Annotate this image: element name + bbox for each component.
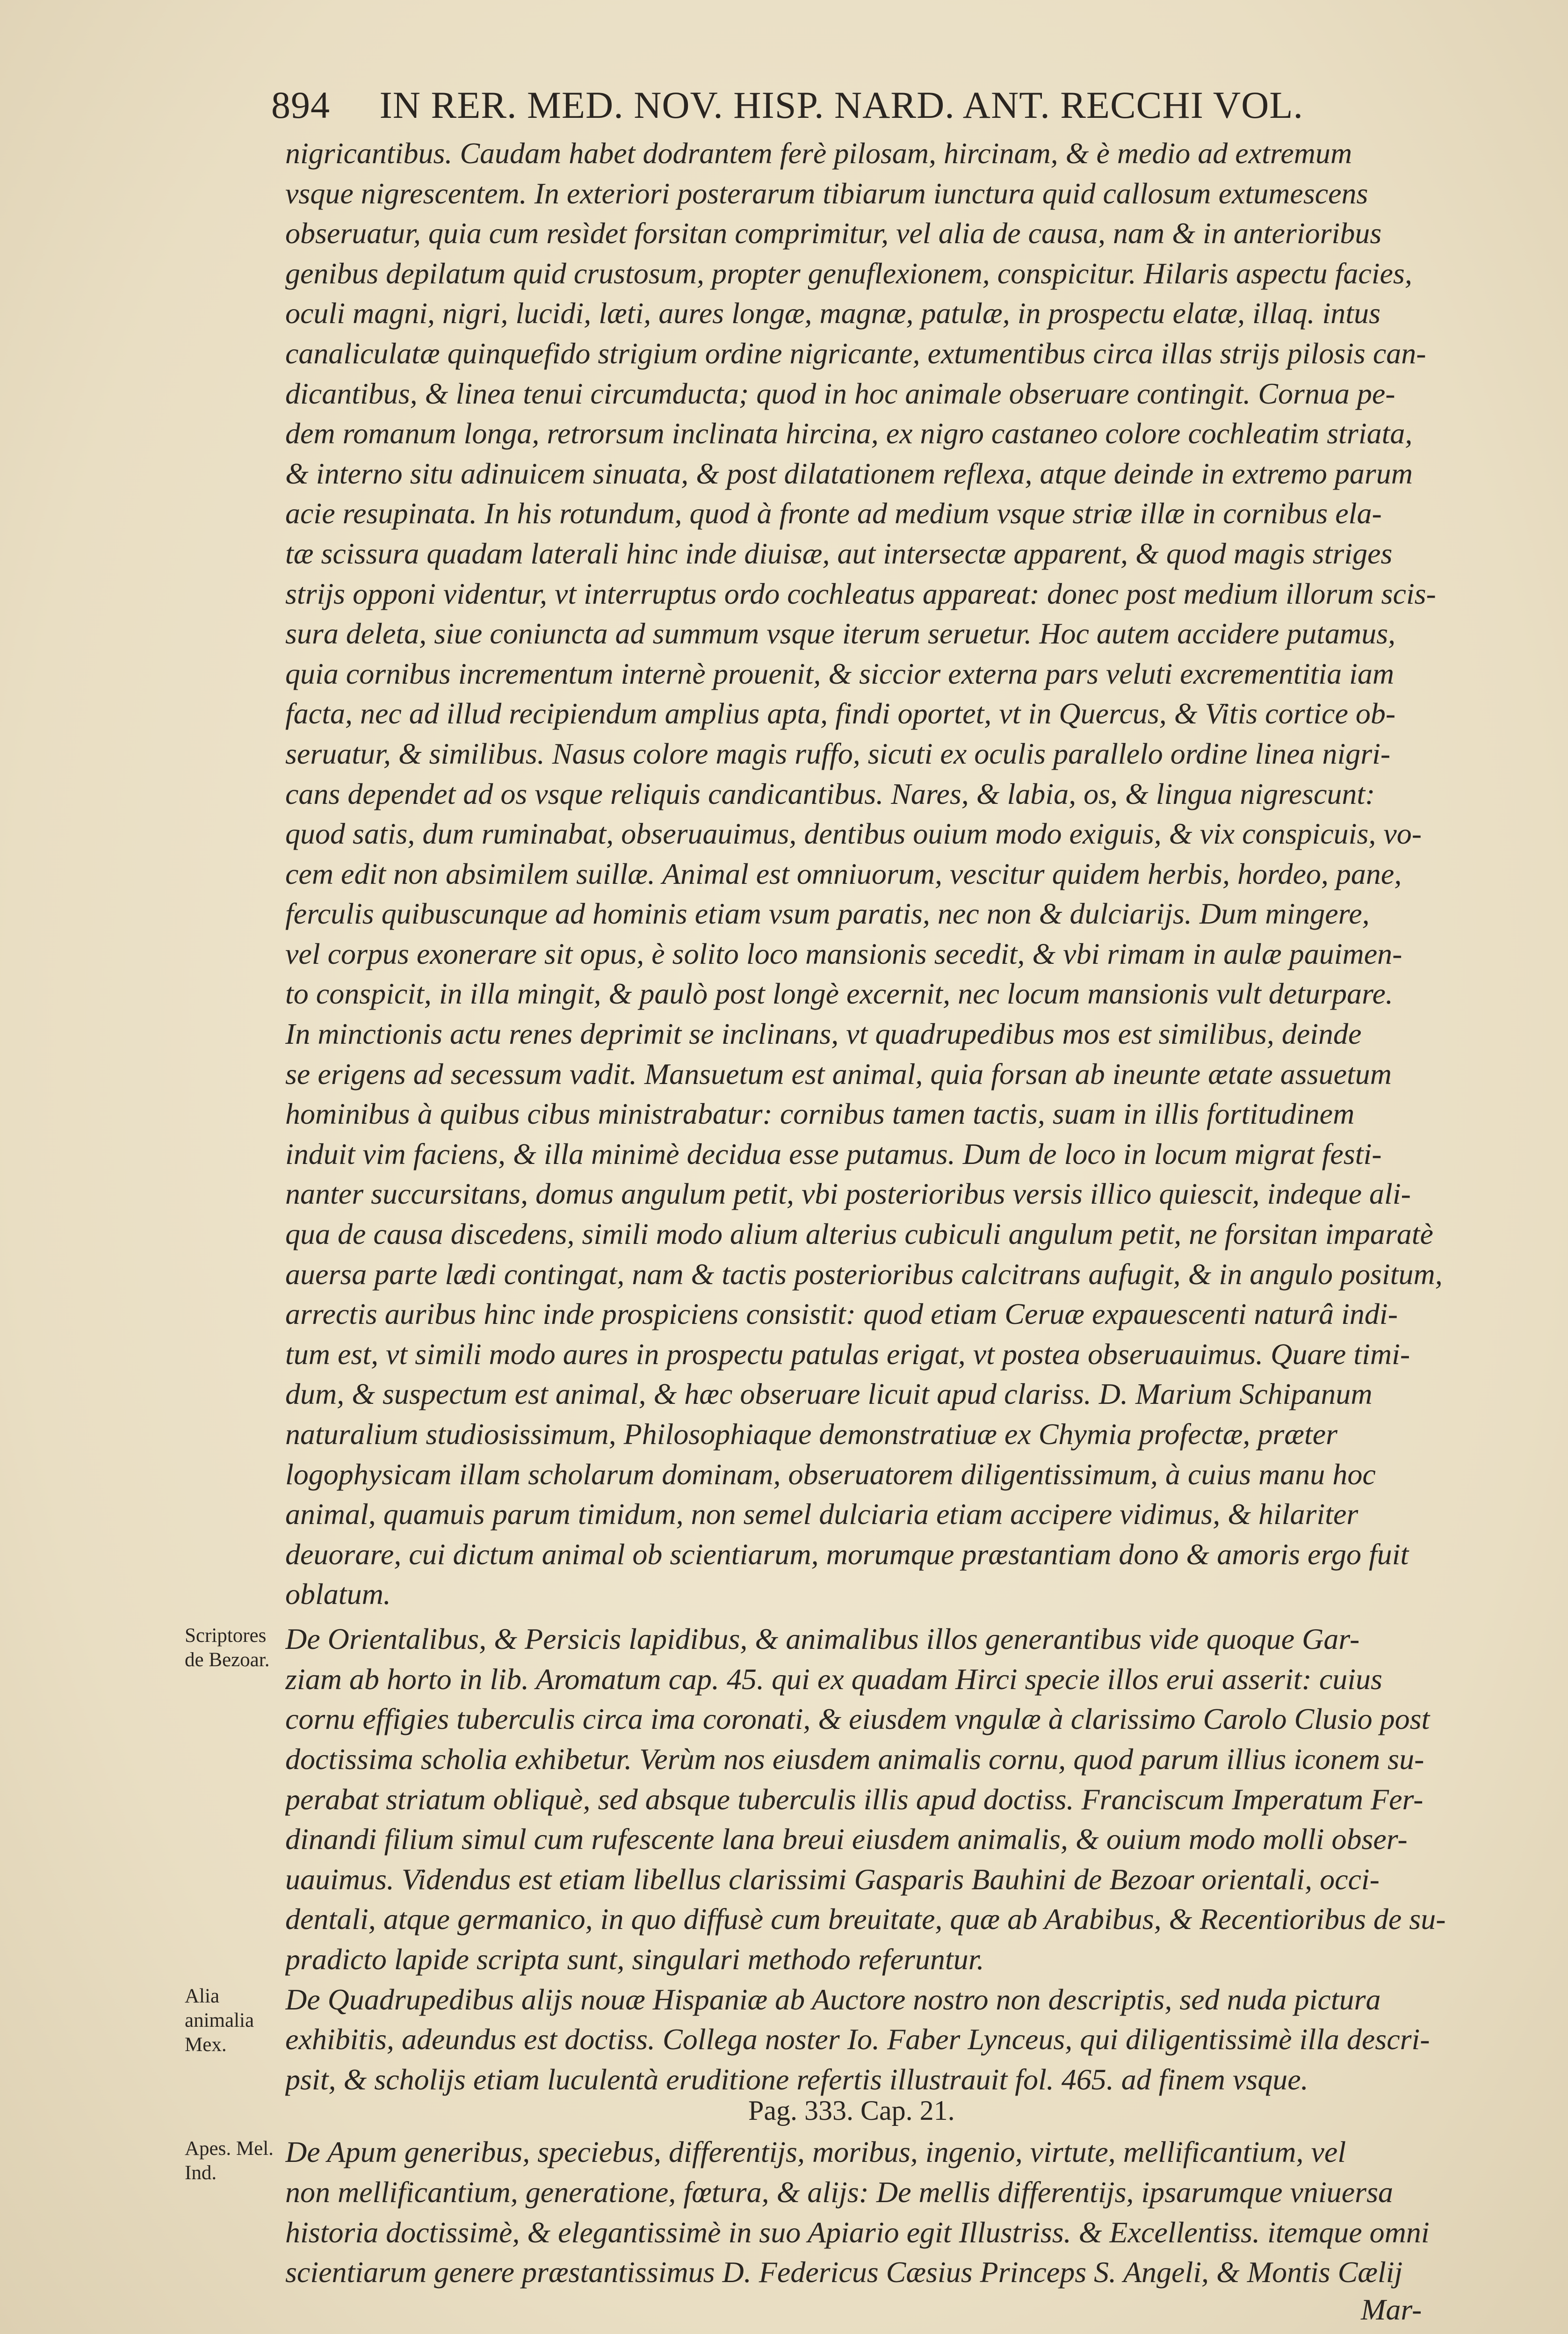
text-line: non mellificantium, generatione, fœtura, & alijs: De mellis differentijs, ipsarumque vniuersa (285, 2175, 1393, 2209)
text-line: historia doctissimè, & elegantissimè in suo Apiario egit Illustriss. & Excellentiss. itemque omni (285, 2215, 1430, 2249)
text-line: animal, quamuis parum timidum, non semel dulciaria etiam accipere vidimus, & hilariter (285, 1497, 1358, 1531)
text-line: vel corpus exonerare sit opus, è solito loco mansionis secedit, & vbi rimam in aulæ pauimen- (285, 937, 1402, 970)
text-line: cans dependet ad os vsque reliquis candicantibus. Nares, & labia, os, & lingua nigrescunt: (285, 777, 1375, 810)
text-line: naturalium studiosissimum, Philosophiaque demonstratiuæ ex Chymia profectæ, præter (285, 1417, 1338, 1451)
section-caption: Pag. 333. Cap. 21. (748, 2095, 955, 2126)
text-line: facta, nec ad illud recipiendum amplius apta, findi oportet, vt in Quercus, & Vitis cortice ob- (285, 697, 1396, 730)
text-line: hominibus à quibus cibus ministrabatur: cornibus tamen tactis, suam in illis fortitudinem (285, 1097, 1355, 1131)
running-header (271, 83, 1403, 135)
text-line: to conspicit, in illa mingit, & paulò post longè excernit, nec locum mansionis vult deturpare. (285, 977, 1393, 1011)
text-line: perabat striatum obliquè, sed absque tuberculis illis apud doctiss. Franciscum Imperatum Fer- (285, 1782, 1423, 1816)
text-line: uauimus. Videndus est etiam libellus clarissimi Gasparis Bauhini de Bezoar orientali, occi- (285, 1862, 1380, 1896)
text-line: pradicto lapide scripta sunt, singulari methodo referuntur. (285, 1942, 984, 1976)
text-line: ziam ab horto in lib. Aromatum cap. 45. qui ex quadam Hirci specie illos erui asserit: cuius (285, 1662, 1382, 1696)
text-line: exhibitis, adeundus est doctiss. Collega noster Io. Faber Lynceus, qui diligentissimè illa descri- (285, 2023, 1430, 2056)
text-line: oblatum. (285, 1577, 391, 1611)
text-line: qua de causa discedens, simili modo alium alterius cubiculi angulum petit, ne forsitan imparatè (285, 1217, 1433, 1251)
text-line: scientiarum genere præstantissimus D. Federicus Cæsius Princeps S. Angeli, & Montis Cælij (285, 2255, 1403, 2289)
text-line: psit, & scholijs etiam luculentà eruditione refertis illustrauit fol. 465. ad finem vsque. (285, 2062, 1308, 2096)
text-line: acie resupinata. In his rotundum, quod à fronte ad medium vsque striæ illæ in cornibus ela- (285, 497, 1382, 530)
text-line: se erigens ad secessum vadit. Mansuetum est animal, quia forsan ab ineunte ætate assuetum (285, 1057, 1392, 1091)
page-number: 894 (271, 84, 330, 126)
text-line: obseruatur, quia cum resìdet forsitan comprimitur, vel alia de causa, nam & in anterioribus (285, 217, 1382, 250)
text-line: strijs opponi videntur, vt interruptus ordo cochleatus appareat: donec post medium illorum scis- (285, 577, 1436, 610)
text-line: sura deleta, siue coniuncta ad summum vsque iterum seruetur. Hoc autem accidere putamus, (285, 617, 1396, 650)
text-line: nanter succursitans, domus angulum petit, vbi posterioribus versis illico quiescit, indeque ali- (285, 1177, 1411, 1211)
paragraph-bezoar-writers (285, 1619, 1464, 1979)
text-line: tum est, vt simili modo aures in prospectu patulas erigat, vt postea obseruauimus. Quare timi- (285, 1337, 1410, 1371)
paragraph-bees (285, 2132, 1464, 2292)
text-line: cornu effigies tuberculis circa ima coronati, & eiusdem vngulæ à clarissimo Carolo Clusio post (285, 1702, 1430, 1736)
paragraph-animal-description (285, 133, 1464, 1614)
text-line: dum, & suspectum est animal, & hæc obseruare licuit apud clariss. D. Marium Schipanum (285, 1377, 1373, 1411)
text-line: seruatur, & similibus. Nasus colore magis ruffo, sicuti ex oculis parallelo ordine linea nigri- (285, 737, 1391, 770)
text-line: oculi magni, nigri, lucidi, læti, aures longæ, magnæ, patulæ, in prospectu elatæ, illaq. intus (285, 296, 1380, 330)
paragraph-other-animals (285, 1980, 1464, 2100)
text-line: vsque nigrescentem. In exteriori posterarum tibiarum iunctura quid callosum extumescens (285, 176, 1368, 210)
text-line: deuorare, cui dictum animal ob scientiarum, morumque præstantiam dono & amoris ergo fuit (285, 1537, 1409, 1571)
margin-note-alia-animalia: Alia animalia Mex. (185, 1985, 254, 2056)
text-line: De Orientalibus, & Persicis lapidibus, & animalibus illos generantibus vide quoque Gar- (285, 1622, 1360, 1656)
catchword: Mar- (1361, 2292, 1422, 2326)
margin-note-apes: Apes. Mel. Ind. (185, 2138, 274, 2184)
margin-note-scriptores: Scriptores de Bezoar. (185, 1625, 270, 1671)
text-line: & interno situ adinuicem sinuata, & post dilatationem reflexa, atque deinde in extremo parum (285, 456, 1413, 490)
text-line: dicantibus, & linea tenui circumducta; quod in hoc animale obseruare contingit. Cornua pe- (285, 376, 1395, 410)
text-line: genibus depilatum quid crustosum, propter genuflexionem, conspicitur. Hilaris aspectu facies, (285, 256, 1412, 290)
text-line: cem edit non absimilem suillæ. Animal est omniuorum, vescitur quidem herbis, hordeo, pane, (285, 857, 1402, 890)
text-line: De Quadrupedibus alijs nouæ Hispaniæ ab Auctore nostro non descriptis, sed nuda pictura (285, 1982, 1381, 2016)
running-title: IN RER. MED. NOV. HISP. NARD. ANT. RECCHI VOL. (379, 84, 1303, 126)
text-line: canaliculatæ quinquefido strigium ordine nigricante, extumentibus circa illas strijs pilosis can- (285, 336, 1426, 370)
text-line: nigricantibus. Caudam habet dodrantem ferè pilosam, hircinam, & è medio ad extremum (285, 137, 1352, 170)
text-line: dem romanum longa, retrorsum inclinata hircina, ex nigro castaneo colore cochleatim striata, (285, 417, 1413, 450)
text-line: quod satis, dum ruminabat, obseruauimus, dentibus ouium modo exiguis, & vix conspicuis, vo- (285, 817, 1422, 851)
text-line: tæ scissura quadam laterali hinc inde diuisæ, aut intersectæ apparent, & quod magis striges (285, 536, 1393, 570)
text-line: doctissima scholia exhibetur. Verùm nos eiusdem animalis cornu, quod parum illius iconem su- (285, 1742, 1424, 1776)
text-line: arrectis auribus hinc inde prospiciens consistit: quod etiam Ceruæ expauescenti naturâ indi- (285, 1297, 1398, 1331)
text-line: De Apum generibus, speciebus, differentijs, moribus, ingenio, virtute, mellificantium, vel (285, 2135, 1346, 2169)
text-line: dentali, atque germanico, in quo diffusè cum breuitate, quæ ab Arabibus, & Recentioribus de su- (285, 1902, 1446, 1936)
text-line: induit vim faciens, & illa minimè decidua esse putamus. Dum de loco in locum migrat festi- (285, 1137, 1382, 1171)
text-line: ferculis quibuscunque ad hominis etiam vsum paratis, nec non & dulciarijs. Dum mingere, (285, 897, 1370, 931)
text-line: dinandi filium simul cum rufescente lana breui eiusdem animalis, & ouium modo molli obser- (285, 1822, 1408, 1856)
text-line: logophysicam illam scholarum dominam, obseruatorem diligentissimum, à cuius manu hoc (285, 1457, 1376, 1491)
text-line: auersa parte lædi contingat, nam & tactis posterioribus calcitrans aufugit, & in angulo positum, (285, 1257, 1443, 1291)
text-line: quia cornibus incrementum internè prouenit, & siccior externa pars veluti excrementitia iam (285, 657, 1395, 690)
text-line: In minctionis actu renes deprimit se inclinans, vt quadrupedibus mos est similibus, deinde (285, 1017, 1362, 1051)
